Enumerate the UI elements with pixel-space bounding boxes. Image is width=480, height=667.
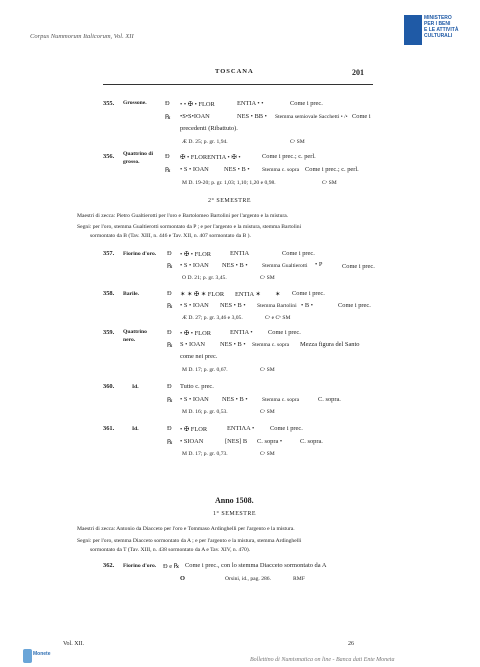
coin-name: Fiorino d'oro. — [123, 251, 157, 257]
legend: NES • B • — [222, 262, 248, 269]
reverse-mark: ℞ — [167, 342, 173, 349]
coin-name: Quattrino di grosso. — [123, 151, 153, 165]
legend: NES • BB • — [237, 113, 267, 120]
obverse-mark: Ð — [165, 100, 170, 107]
coin-stack-icon — [23, 649, 32, 663]
mint-marks-text: sormontato da T (Tav. XIII, n. 438 sormontato da A e Tav. XIV, n. 470). — [90, 547, 251, 553]
logo-text — [424, 15, 458, 39]
legend: NES • B • — [220, 302, 246, 309]
legend: • ✠ • FLOR — [180, 251, 211, 258]
monete-logo — [23, 649, 51, 663]
obverse-mark: Ð — [167, 290, 172, 297]
legend: [NES] B — [225, 438, 248, 445]
semester-heading: 1° SEMESTRE — [213, 511, 257, 517]
description: Come i prec. — [342, 263, 375, 270]
reverse-mark: ℞ — [165, 114, 171, 121]
description: Come i prec. — [292, 290, 325, 297]
description: Stemma Bartolini — [257, 303, 297, 309]
page-number: 201 — [352, 68, 364, 77]
entry-number: 362. — [103, 562, 115, 569]
legend: • SIOAN — [180, 438, 204, 445]
source-credit: Bollettino di Numismatica on line - Banca dati Ente Moneta — [250, 657, 395, 663]
obverse-mark: Ð — [167, 383, 172, 390]
logo-line: PER I BENI — [424, 21, 451, 27]
mark: • P — [315, 261, 323, 268]
entry-number: 355. — [103, 100, 115, 107]
description: Stemma c. sopra — [262, 167, 300, 173]
obverse-mark: Ð — [167, 250, 172, 257]
collection: Cᵃ SM — [260, 275, 275, 281]
header-rule — [103, 84, 373, 85]
year-heading: Anno 1508. — [215, 496, 254, 505]
entry-number: 356. — [103, 153, 115, 160]
coin-name: Grossone. — [123, 100, 147, 106]
collection: Cᵃ SM — [260, 409, 275, 415]
semester-heading: 2° SEMESTRE — [208, 198, 252, 204]
collection: Cᵃ e Cᵇ SM — [265, 315, 291, 321]
description: come nei prec. — [180, 353, 218, 360]
entry-number: 361. — [103, 425, 115, 432]
metrology: Æ D. 27; p. gr. 3,46 e 3,05. — [182, 315, 243, 321]
signature-number: 26 — [348, 641, 354, 647]
obverse-reverse-mark: Ð e ℞ — [163, 563, 180, 570]
brand-name: Monete — [33, 651, 51, 657]
reverse-mark: ℞ — [167, 303, 173, 310]
mint-marks-text: sormontato da B (Tav. XIII, n. 446 e Tav. XII, n. 407 sormontato da B ). — [90, 233, 251, 239]
mint-marks-text: Segni: per l'oro, stemma Diacceto sormontato da A ; e per l'argento e la mistura, stemma Ardinghelli — [77, 538, 302, 544]
description: Come i prec. — [270, 425, 303, 432]
description: C. sopra. — [318, 396, 341, 403]
legend: NES • B • — [220, 341, 246, 348]
logo-line: MINISTERO — [424, 15, 452, 21]
legend: ✶ ✶ ✠ ✶ FLOR — [180, 291, 225, 298]
legend: NES • B • — [222, 396, 248, 403]
ministry-logo — [404, 15, 472, 55]
description: Stemma c. sopra — [262, 397, 300, 403]
collection: RMF — [293, 576, 305, 582]
description: Mezza figura del Santo — [300, 341, 360, 348]
entry-number: 358. — [103, 290, 115, 297]
metrology: Æ D. 25; p. gr. 1,94. — [182, 139, 228, 145]
series-title: Corpus Nummorum Italicorum, Vol. XII — [30, 33, 134, 40]
legend: • S • IOAN — [180, 396, 209, 403]
description: precedenti (Ribattuto). — [180, 125, 238, 132]
legend: S • IOAN — [180, 341, 205, 348]
collection: Cᵃ SM — [290, 139, 305, 145]
running-title: TOSCANA — [215, 68, 254, 75]
reverse-mark: ℞ — [167, 263, 173, 270]
legend: • • ✠ • FLOR — [180, 101, 215, 108]
legend: NES • B • — [224, 166, 250, 173]
reverse-mark: ℞ — [167, 397, 173, 404]
entry-number: 359. — [103, 329, 115, 336]
reference: Orsini, id., pag. 286. — [225, 576, 271, 582]
description: Come i — [352, 113, 371, 120]
mark: ✶ — [275, 291, 281, 298]
entry-number: 357. — [103, 250, 115, 257]
mint-marks-text: Segni: per l'oro, stemma Gualtierotti sormontato da P ; e per l'argento e la mistura, stemma Bartolini — [77, 224, 302, 230]
metrology: M D. 17; p. gr. 0,73. — [182, 451, 228, 457]
description: Stemma semiovale Sacchetti • /• — [275, 114, 348, 120]
logo-line: E LE ATTIVITÀ — [424, 27, 459, 33]
obverse-mark: Ð — [167, 425, 172, 432]
mint-masters-text: Maestri di zecca: Pietro Gualtierotti per l'oro e Bartolomeo Bartolini per l'argento e la mistura. — [77, 213, 289, 219]
description: Stemma Gualtierotti — [262, 263, 308, 269]
collection: Cᵃ SM — [260, 367, 275, 373]
description: Come i prec. — [268, 329, 301, 336]
description: Come i prec., con lo stemma Diacceto sormontato da A — [185, 562, 327, 569]
description: Stemma c. sopra — [252, 342, 290, 348]
coin-name: Barile. — [123, 291, 140, 297]
reverse-mark: ℞ — [165, 167, 171, 174]
legend: • S • IOAN — [180, 302, 209, 309]
legend: • S • IOAN — [180, 262, 209, 269]
collection: Cᵃ SM — [260, 451, 275, 457]
volume-label: Vol. XII. — [63, 641, 85, 647]
legend: ✠ • FLORENTIA • ✠ • — [180, 154, 241, 161]
coin-name: Quattrino nero. — [123, 329, 147, 343]
legend: ENTIA — [230, 250, 250, 257]
metrology: M D. 16; p. gr. 0,53. — [182, 409, 228, 415]
legend: • ✠ FLOR — [180, 426, 208, 433]
logo-emblem-icon — [404, 15, 422, 45]
obverse-mark: Ð — [165, 153, 170, 160]
collection: Cᵃ SM — [322, 180, 337, 186]
description: Come i prec.; c. perl. — [305, 166, 359, 173]
legend: ENTIA ✶ — [235, 291, 261, 298]
legend: • ✠ • FLOR — [180, 330, 211, 337]
description: C. sopra • — [257, 438, 283, 445]
logo-line: CULTURALI — [424, 33, 453, 39]
mint-masters-text: Maestri di zecca: Antonio da Diacceto per l'oro e Tommaso Ardinghelli per l'argento e la mistura. — [77, 526, 295, 532]
legend: ENTIΛA • — [227, 425, 255, 432]
coin-name: Id. — [132, 426, 139, 432]
metal: O — [180, 575, 185, 582]
entry-number: 360. — [103, 383, 115, 390]
metrology: M D. 19-20; p. gr. 1,03; 1,10; 1,20 e 0,98. — [182, 180, 276, 186]
description: Come i prec. — [290, 100, 323, 107]
description: Come i prec. — [338, 302, 371, 309]
description: Come i prec.; c. perl. — [262, 153, 316, 160]
legend: ENTIA • — [230, 329, 253, 336]
description: Come i prec. — [282, 250, 315, 257]
description: C. sopra. — [300, 438, 323, 445]
metrology: M D. 17; p. gr. 0,67. — [182, 367, 228, 373]
metrology: O D. 21; p. gr. 3,45. — [182, 275, 227, 281]
legend: • S • IOAN — [180, 166, 209, 173]
legend: •S•S•IOAN — [180, 113, 210, 120]
mark: • B • — [301, 302, 313, 309]
coin-name: Fiorino d'oro. — [123, 563, 157, 569]
legend: ENTIA • • — [237, 100, 264, 107]
coin-name: Id. — [132, 384, 139, 390]
reverse-mark: ℞ — [167, 439, 173, 446]
description: Tutto c. prec. — [180, 383, 214, 390]
obverse-mark: Ð — [167, 329, 172, 336]
